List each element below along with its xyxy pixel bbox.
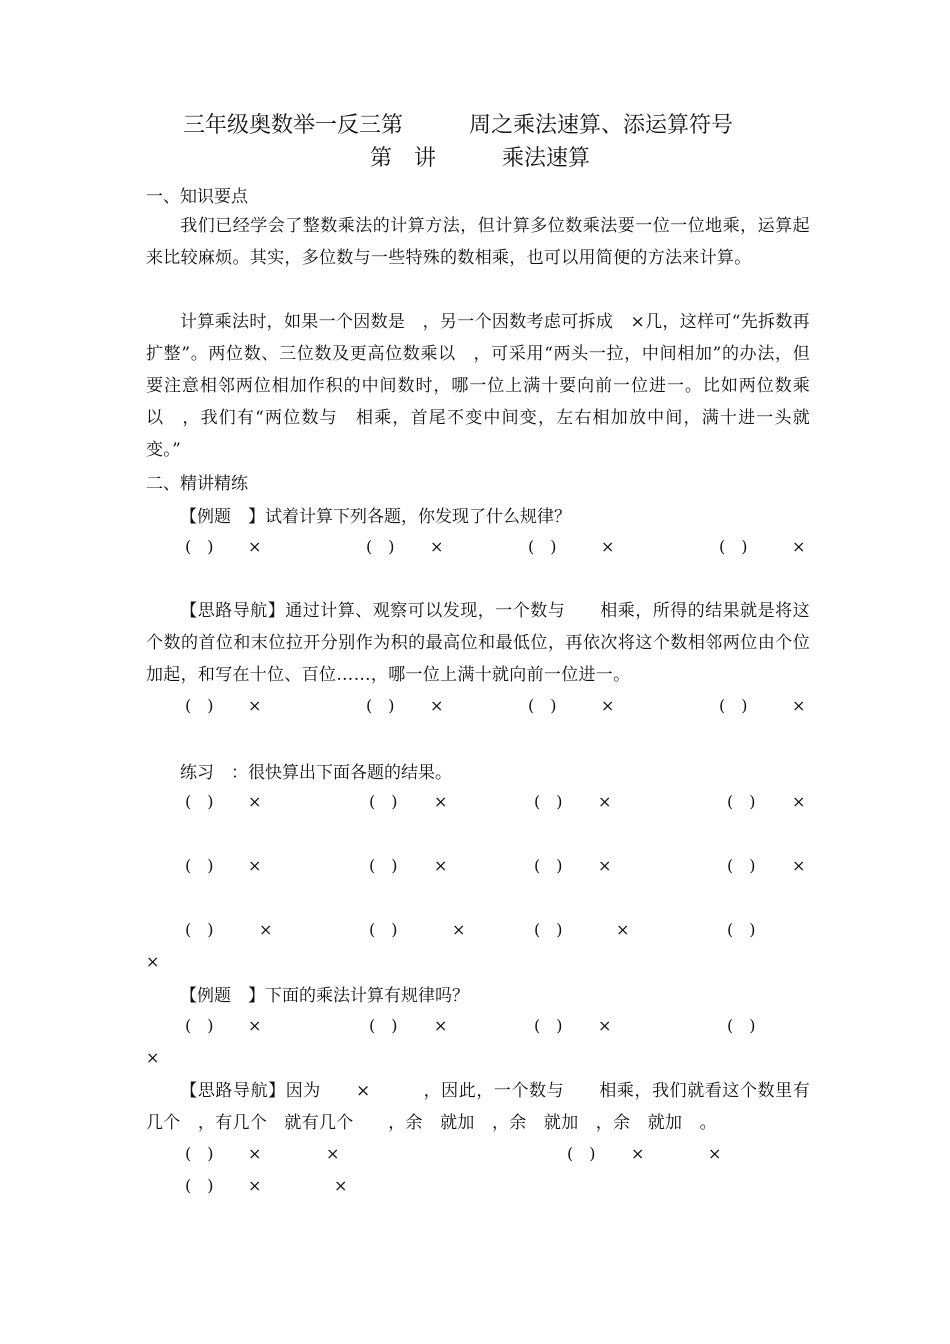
example-1-prompt: 【例题 】试着计算下列各题，你发现了什么规律？ (180, 507, 571, 527)
section-heading-practice: 二、精讲精练 (146, 474, 248, 494)
answer-blank[interactable]: ( ) (185, 1016, 214, 1035)
times-sign: × (248, 1176, 262, 1195)
times-sign: × (452, 920, 466, 939)
times-sign: × (248, 1016, 262, 1035)
lesson-title: 第 讲 乘法速算 (370, 146, 591, 171)
practice-1-prompt: 练习 ：很快算出下面各题的结果。 (180, 763, 452, 783)
times-sign: × (631, 1144, 645, 1163)
answer-blank[interactable]: ( ) (727, 856, 756, 875)
times-sign: × (146, 1048, 160, 1067)
times-sign: × (598, 1016, 612, 1035)
times-sign: × (248, 792, 262, 811)
times-sign: × (616, 920, 630, 939)
paragraph-hint-2: 【思路导航】因为 × ，因此，一个数与 相乘，我们就看这个数里有几个 ，有几个 就有几个 ，余 就加 ，余 就加 ，余 就加 。 (146, 1081, 810, 1133)
times-sign: × (792, 537, 806, 556)
answer-blank[interactable]: ( ) (719, 537, 748, 556)
answer-blank[interactable]: ( ) (369, 1016, 398, 1035)
section-heading-knowledge: 一、知识要点 (146, 187, 248, 207)
answer-blank[interactable]: ( ) (369, 920, 398, 939)
times-sign: × (792, 696, 806, 715)
answer-blank[interactable]: ( ) (567, 1144, 596, 1163)
times-sign: × (259, 920, 273, 939)
times-sign: × (334, 1176, 348, 1195)
times-sign: × (248, 537, 262, 556)
answer-blank[interactable]: ( ) (366, 537, 395, 556)
times-sign: × (248, 856, 262, 875)
answer-blank[interactable]: ( ) (185, 1144, 214, 1163)
answer-blank[interactable]: ( ) (185, 920, 214, 939)
answer-blank[interactable]: ( ) (719, 696, 748, 715)
times-sign: × (248, 696, 262, 715)
answer-blank[interactable]: ( ) (185, 856, 214, 875)
answer-blank[interactable]: ( ) (185, 696, 214, 715)
times-sign: × (434, 1016, 448, 1035)
times-sign: × (434, 792, 448, 811)
times-sign: × (326, 1144, 340, 1163)
times-sign: × (598, 792, 612, 811)
times-sign: × (434, 856, 448, 875)
answer-blank[interactable]: ( ) (369, 792, 398, 811)
page-title: 三年级奥数举一反三第 周之乘法速算、添运算符号 (183, 113, 734, 138)
times-sign: × (601, 696, 615, 715)
answer-blank[interactable]: ( ) (534, 1016, 563, 1035)
answer-blank[interactable]: ( ) (528, 537, 557, 556)
times-sign: × (601, 537, 615, 556)
times-sign: × (430, 696, 444, 715)
answer-blank[interactable]: ( ) (727, 920, 756, 939)
answer-blank[interactable]: ( ) (185, 792, 214, 811)
answer-blank[interactable]: ( ) (727, 792, 756, 811)
answer-blank[interactable]: ( ) (528, 696, 557, 715)
times-sign: × (792, 792, 806, 811)
times-sign: × (146, 952, 160, 971)
answer-blank[interactable]: ( ) (366, 696, 395, 715)
times-sign: × (708, 1144, 722, 1163)
answer-blank[interactable]: ( ) (185, 1176, 214, 1195)
paragraph-hint-1: 【思路导航】通过计算、观察可以发现，一个数与 相乘，所得的结果就是将这个数的首位和末位拉开分别作为积的最高位和最低位，再依次将这个数相邻两位由个位加起，和写在十位、百位……，哪一位上满十就向前一位进一。 (146, 601, 810, 685)
answer-blank[interactable]: ( ) (185, 537, 214, 556)
answer-blank[interactable]: ( ) (534, 856, 563, 875)
times-sign: × (430, 537, 444, 556)
times-sign: × (792, 856, 806, 875)
answer-blank[interactable]: ( ) (534, 920, 563, 939)
example-2-prompt: 【例题 】下面的乘法计算有规律吗？ (180, 986, 469, 1006)
times-sign: × (248, 1144, 262, 1163)
times-sign: × (598, 856, 612, 875)
paragraph-intro: 我们已经学会了整数乘法的计算方法，但计算多位数乘法要一位一位地乘，运算起来比较麻烦。其实，多位数与一些特殊的数相乘，也可以用简便的方法来计算。 (146, 216, 810, 268)
answer-blank[interactable]: ( ) (369, 856, 398, 875)
answer-blank[interactable]: ( ) (727, 1016, 756, 1035)
paragraph-method: 计算乘法时，如果一个因数是 ，另一个因数考虑可拆成 ×几，这样可“先拆数再扩整”。两位数、三位数及更高位数乘以 ，可采用“两头一拉，中间相加”的办法，但要注意相邻两位相加作积的中间数时，哪一位上满十要向前一位进一。比如两位数乘以 ，我们有“两位数与 相乘，首尾不变中间变，左右相加放中间，满十进一头就变。” (146, 312, 810, 460)
answer-blank[interactable]: ( ) (534, 792, 563, 811)
